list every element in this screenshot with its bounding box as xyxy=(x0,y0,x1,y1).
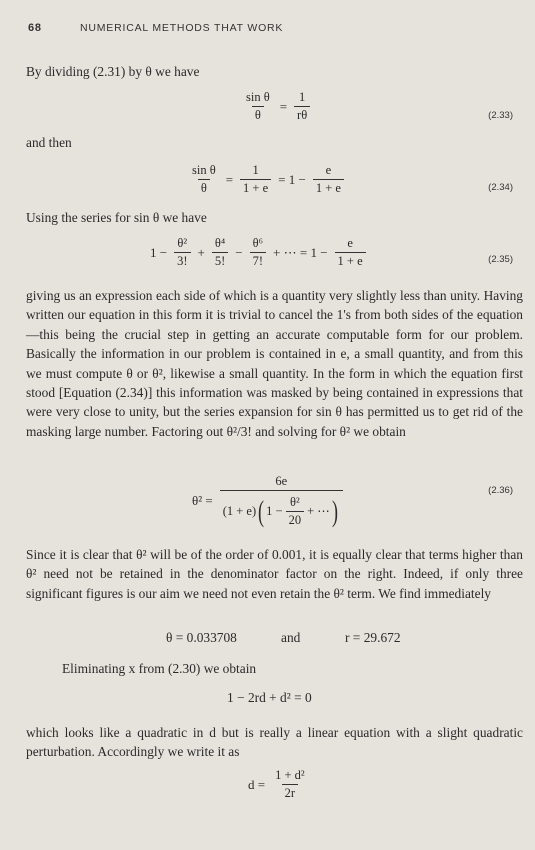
eq236-den: (1 + e) ( 1 − $\frac{\text{θ²}}{20}$ + ⋯ ) xyxy=(220,490,343,528)
eq235-t2-den: 5! xyxy=(212,252,228,269)
eq233-rhs-den: rθ xyxy=(294,106,310,123)
eq233-lhs-num: sin θ xyxy=(246,90,270,104)
running-head: NUMERICAL METHODS THAT WORK xyxy=(80,22,284,34)
eq233-lhs-den: θ xyxy=(252,106,264,123)
eq235-e-den: 1 + e xyxy=(335,252,366,269)
eq234-mid: = 1 − xyxy=(278,171,306,187)
eq236-den-tail: + ⋯ xyxy=(307,504,330,518)
eq236-den-left: (1 + e) xyxy=(222,504,257,518)
body-paragraph-3: which looks like a quadratic in d but is really a linear equation with a slight quadratic perturbation. Accordingly we write it as xyxy=(26,725,523,760)
eqd-num: 1 + d² xyxy=(275,768,305,782)
eqd-den: 2r xyxy=(282,784,298,801)
eq236-inner-den: 20 xyxy=(286,511,305,528)
intro-text: By dividing (2.31) by θ we have xyxy=(26,64,200,79)
and-then-text: and then xyxy=(26,135,72,150)
equation-2-35: 1 − $\frac{\text{θ²}}{3!}$ + $\frac{\text{θ⁴}}{5!}$ − $\frac{\text{θ⁶}}{7!}$ + ⋯ = 1 − $\frac{e}{1 + e}$ xyxy=(146,236,369,269)
equation-2-36 xyxy=(188,474,346,528)
result-theta: θ = 0.033708 xyxy=(166,630,237,645)
equation-label-2-35: (2.35) xyxy=(488,254,513,265)
eq235-e-num: e xyxy=(347,236,353,250)
equation-d xyxy=(244,768,311,801)
eq235-t1-den: 3! xyxy=(174,252,190,269)
eq236-lhs: θ² = xyxy=(192,493,213,508)
eqd-lhs: d = xyxy=(248,776,266,792)
eq235-tail: + ⋯ = 1 − xyxy=(273,244,328,260)
result-r: r = 29.672 xyxy=(345,630,401,645)
eq235-t3-den: 7! xyxy=(250,252,266,269)
eq234-b-den: 1 + e xyxy=(240,179,271,196)
eq233-eq: = xyxy=(279,98,288,114)
eq235-t1-num: θ² xyxy=(177,236,188,250)
equation-label-2-34: (2.34) xyxy=(488,182,513,193)
eliminating-text: Eliminating x from (2.30) we obtain xyxy=(62,661,257,676)
body-paragraph-1: giving us an expression each side of which is a quantity very slightly less than unity. Having written our equation in this form it is trivial to cancel the 1's from both sides of the equation—this being the crucial step in getting an accurate computable form for our problem. Basically the information in our problem is contained in e, a small quantity, and from this we must compute θ or θ², likewise a small quantity. In the form in which the equation first stood [Equation (2.34)] this information was masked by being contained in expressions that were very close to unity, but the series expansion for sin θ has permitted us to get rid of the masking large number. Factoring out θ²/3! and solving for θ² we obtain xyxy=(26,288,523,439)
eq234-a-den: θ xyxy=(198,179,210,196)
eq234-c-num: e xyxy=(325,163,332,177)
eq233-rhs-num: 1 xyxy=(299,90,306,104)
eq235-t2-num: θ⁴ xyxy=(214,236,226,250)
result-and: and xyxy=(281,630,301,645)
eq234-a-num: sin θ xyxy=(192,163,216,177)
series-text: Using the series for sin θ we have xyxy=(26,210,207,225)
eq234-c-den: 1 + e xyxy=(313,179,344,196)
equation-label-2-33: (2.33) xyxy=(488,110,513,121)
eq236-den-one: 1 − xyxy=(266,504,283,518)
equation-label-2-36: (2.36) xyxy=(488,485,513,496)
quadratic-equation: 1 − 2rd + d² = 0 xyxy=(227,690,312,705)
eq235-t3-num: θ⁶ xyxy=(252,236,264,250)
page-number: 68 xyxy=(28,22,42,34)
eq236-inner-num: θ² xyxy=(289,495,300,509)
body-paragraph-2: Since it is clear that θ² will be of the order of 0.001, it is equally clear that terms higher than θ² need not be retained in the denominator factor on the right. Indeed, if only three significant figures is our aim we need not even retain the θ² term. We find immediately xyxy=(26,547,523,601)
equation-2-33 xyxy=(240,90,313,123)
equation-2-34: $\frac{\text{sin θ}}{\theta}$ = $\frac{1}{1 + e}$ = 1 − $\frac{e}{1 + e}$ xyxy=(186,163,347,196)
eq234-b-num: 1 xyxy=(252,163,259,177)
eq235-lead: 1 − xyxy=(150,244,168,260)
eq236-num: 6e xyxy=(275,474,288,488)
